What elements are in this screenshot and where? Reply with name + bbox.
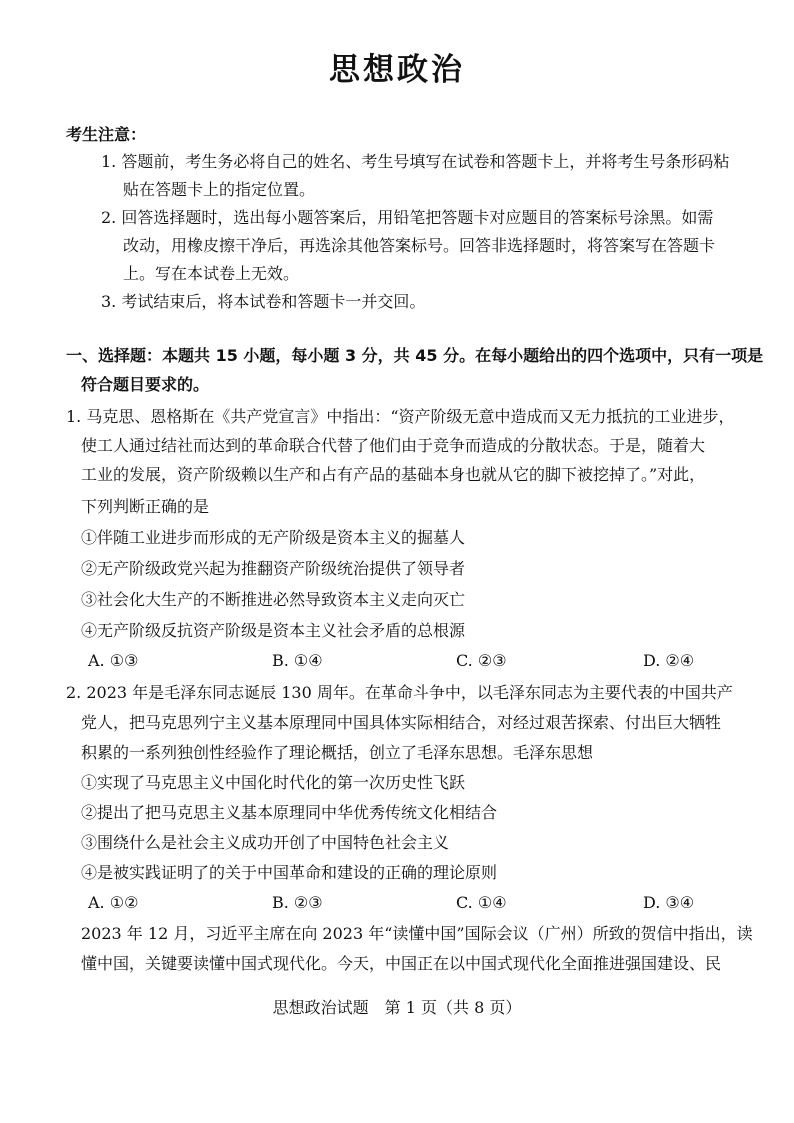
question-1-option-c: C. ②③ [456,651,507,670]
question-1-option-d: D. ②④ [643,651,695,670]
question-2-item: ③围绕什么是社会主义成功开创了中国特色社会主义 [81,833,450,852]
passage-text: 懂中国，关键要读懂中国式现代化。今天，中国正在以中国式现代化全面推进强国建设、民 [81,954,722,973]
question-1-item: ③社会化大生产的不断推进必然导致资本主义走向灭亡 [81,590,466,609]
question-1-option-b: B. ①④ [272,651,323,670]
notice-line: 1. 答题前，考生务必将自己的姓名、考生号填写在试卷和答题卡上，并将考生号条形码粘 [101,152,730,171]
section-heading: 一、选择题：本题共 15 小题，每小题 3 分，共 45 分。在每小题给出的四个选项中，只有一项是 [66,346,764,365]
question-2-item: ①实现了马克思主义中国化时代化的第一次历史性飞跃 [81,773,466,792]
question-2-text: 2. 2023 年是毛泽东同志诞辰 130 周年。在革命斗争中，以毛泽东同志为主要代表的中国共产 [66,683,733,702]
question-1-item: ②无产阶级政党兴起为推翻资产阶级统治提供了领导者 [81,559,466,578]
question-2-item: ②提出了把马克思主义基本原理同中华优秀传统文化相结合 [81,803,498,822]
question-2-text: 党人，把马克思列宁主义基本原理同中国具体实际相结合，对经过艰苦探索、付出巨大牺牲 [81,713,722,732]
question-1-text: 1. 马克思、恩格斯在《共产党宣言》中指出：“资产阶级无意中造成而又无力抵抗的工业进步， [66,407,735,426]
passage-text: 2023 年 12 月，习近平主席在向 2023 年“读懂中国”国际会议（广州）所致的贺信中指出，读 [81,924,753,943]
question-1-text: 下列判断正确的是 [81,497,210,516]
question-1-item: ①伴随工业进步而形成的无产阶级是资本主义的掘墓人 [81,528,466,547]
notice-line: 改动，用橡皮擦干净后，再选涂其他答案标号。回答非选择题时，将答案写在答题卡 [123,236,716,255]
question-1-text: 使工人通过结社而达到的革命联合代替了他们由于竞争而造成的分散状态。于是，随着大 [81,436,706,455]
question-2-text: 积累的一系列独创性经验作了理论概括，创立了毛泽东思想。毛泽东思想 [81,743,594,762]
question-1-text: 工业的发展，资产阶级赖以生产和占有产品的基础本身也就从它的脚下被挖掉了。”对此， [81,465,706,484]
page-footer: 思想政治试题 第 1 页（共 8 页） [272,998,522,1017]
notice-line: 贴在答题卡上的指定位置。 [123,180,316,199]
notice-line: 3. 考试结束后，将本试卷和答题卡一并交回。 [101,292,426,311]
question-2-item: ④是被实践证明了的关于中国革命和建设的正确的理论原则 [81,863,498,882]
notice-line: 2. 回答选择题时，选出每小题答案后，用铅笔把答题卡对应题目的答案标号涂黑。如需 [101,208,714,227]
question-2-option-d: D. ③④ [643,893,695,912]
question-2-option-c: C. ①④ [456,893,507,912]
question-2-option-a: A. ①② [88,893,139,912]
notice-line: 上。写在本试卷上无效。 [123,264,300,283]
question-2-option-b: B. ②③ [272,893,323,912]
question-1-option-a: A. ①③ [88,651,139,670]
notice-heading: 考生注意： [66,125,147,144]
question-1-item: ④无产阶级反抗资产阶级是资本主义社会矛盾的总根源 [81,621,466,640]
section-heading-cont: 符合题目要求的。 [81,375,210,394]
page-title: 思想政治 [329,52,465,88]
